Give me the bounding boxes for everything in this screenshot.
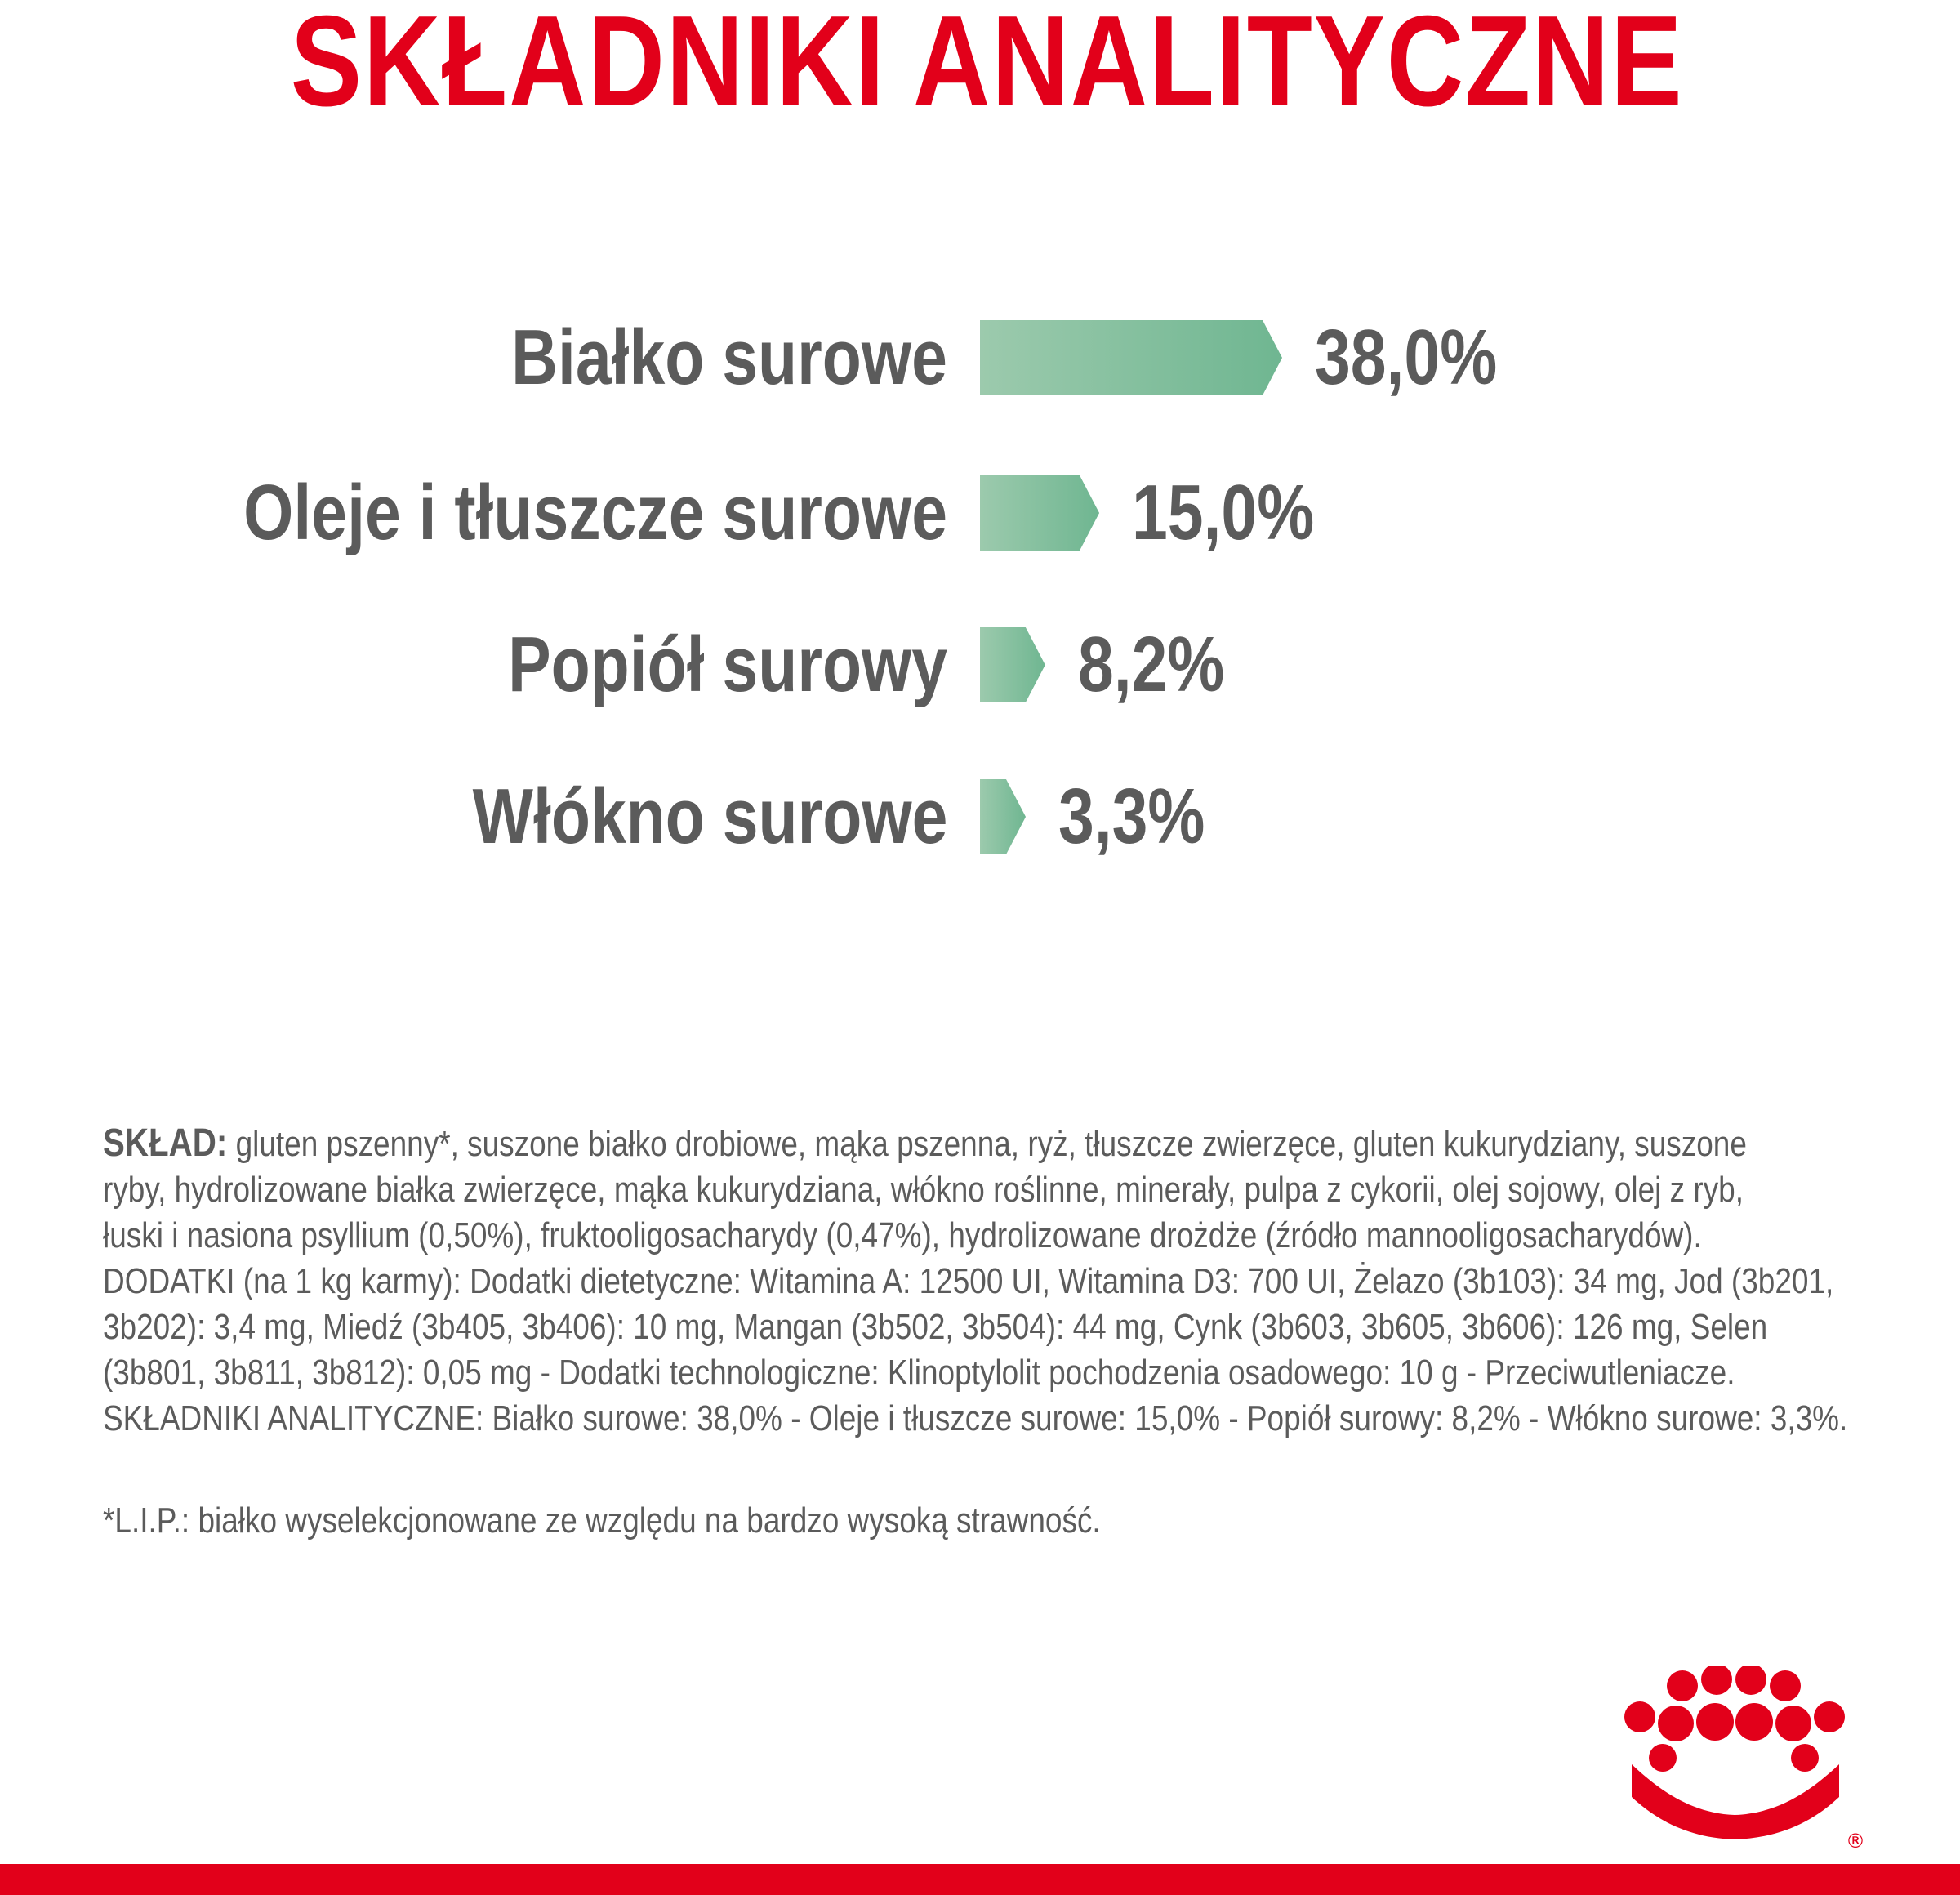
composition-line: 3b202): 3,4 mg, Miedź (3b405, 3b406): 10 mg, Mangan (3b502, 3b504): 44 mg, Cynk (3b603, 3b605, 3b606): 126 mg, Selen: [103, 1307, 1768, 1347]
chart-value-label: 8,2%: [1077, 621, 1225, 708]
chart-row: [0, 469, 1960, 556]
chart-bar-shape: [980, 320, 1282, 395]
composition-text: [103, 1121, 1883, 1442]
page-title: SKŁADNIKI ANALITYCZNE: [290, 0, 1684, 133]
chart-bar: [980, 627, 1045, 702]
composition-line: (3b801, 3b811, 3b812): 0,05 mg - Dodatki technologiczne: Klinoptylolit pochodzenia osadowego: 10 g - Przeciwutleniacze.: [103, 1353, 1735, 1393]
royal-canin-crown-logo-icon: [1609, 1666, 1870, 1854]
composition-heading: SKŁAD:: [103, 1121, 228, 1165]
chart-category-label: Popiół surowy: [508, 621, 947, 708]
composition-line-text: gluten pszenny*, suszone białko drobiowe, mąka pszenna, ryż, tłuszcze zwierzęce, gluten kukurydziany, suszone: [227, 1124, 1747, 1164]
bottom-accent-strip: [0, 1864, 1960, 1895]
composition-line: SKŁADNIKI ANALITYCZNE: Białko surowe: 38,0% - Oleje i tłuszcze surowe: 15,0% - Popiół surowy: 8,2% - Włókno surowe: 3,3%.: [103, 1398, 1848, 1438]
chart-value-label: 15,0%: [1132, 469, 1315, 556]
chart-row: [0, 621, 1960, 708]
chart-category-label: Oleje i tłuszcze surowe: [243, 469, 947, 556]
chart-bar: [980, 320, 1282, 395]
chart-bar-shape: [980, 627, 1045, 702]
chart-bar: [980, 779, 1026, 854]
composition-line: DODATKI (na 1 kg karmy): Dodatki dietetyczne: Witamina A: 12500 UI, Witamina D3: 700 UI, Żelazo (3b103): 34 mg, Jod (3b201,: [103, 1261, 1834, 1301]
composition-line: ryby, hydrolizowane białka zwierzęce, mąka kukurydziana, włókno roślinne, minerały, pulpa z cykorii, olej sojowy, olej z ryb,: [103, 1170, 1744, 1210]
chart-value-label: 38,0%: [1315, 314, 1498, 401]
chart-row: [0, 314, 1960, 401]
chart-category-label: Włókno surowe: [472, 773, 947, 860]
footnote: *L.I.P.: białko wyselekcjonowane ze względu na bardzo wysoką strawność.: [103, 1500, 1101, 1541]
chart-bar-shape: [980, 475, 1099, 551]
chart-row: [0, 773, 1960, 860]
svg-text:®: ®: [1846, 1830, 1865, 1853]
chart-bar-shape: [980, 779, 1026, 854]
chart-value-label: 3,3%: [1058, 773, 1205, 860]
chart-category-label: Białko surowe: [511, 314, 947, 401]
composition-line: łuski i nasiona psyllium (0,50%), fruktooligosacharydy (0,47%), hydrolizowane drożdże (źródło mannooligosacharydów).: [103, 1215, 1702, 1255]
composition-line: [103, 1121, 1747, 1167]
chart-bar: [980, 475, 1099, 551]
